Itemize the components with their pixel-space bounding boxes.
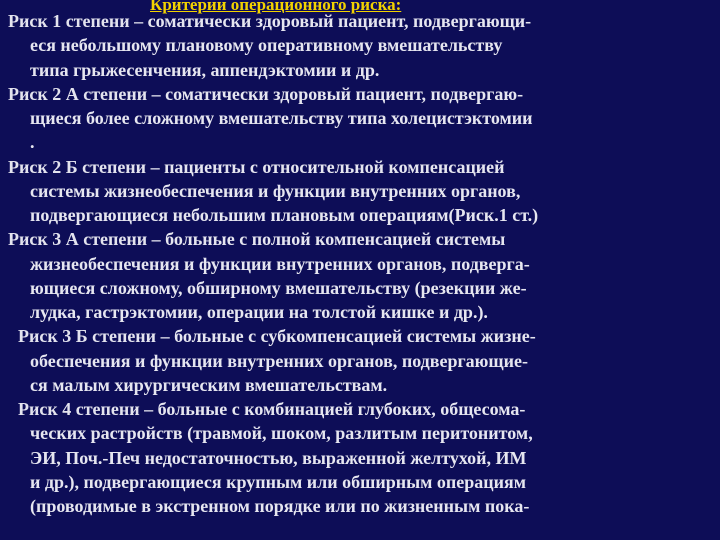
- slide-title: Критерии операционного риска:: [150, 0, 402, 14]
- entry-first-line: [0, 82, 720, 106]
- risk-text: подвергающиеся небольшим плановым операциям(Риск.1 ст.): [30, 205, 539, 225]
- entry-first-line: [0, 9, 720, 33]
- risk-text: ющиеся сложному, обширному вмешательству (резекции же-: [30, 277, 527, 298]
- risk-list: [0, 9, 720, 518]
- risk-text: – больные с полной компенсацией системы: [147, 229, 506, 250]
- risk-label: Риск 2 Б степени: [8, 156, 147, 177]
- entry-first-line: [0, 227, 720, 251]
- risk-text: – больные с субкомпенсацией системы жизне-: [156, 326, 536, 347]
- risk-text: ся малым хирургическим вмешательствам.: [30, 374, 388, 395]
- risk-text: щиеся более сложному вмешательству типа холецистэктомии: [30, 108, 533, 128]
- risk-text: ЭИ, Поч.-Печ недостаточностью, выраженной желтухой, ИМ: [30, 447, 527, 468]
- risk-entry-4: [0, 397, 720, 518]
- risk-entry-2b: [0, 155, 720, 228]
- risk-text: типа грыжесенчения, аппендэктомии и др.: [30, 59, 380, 80]
- risk-text: системы жизнеобеспечения и функции внутренних органов,: [30, 180, 521, 201]
- risk-label: Риск 1 степени: [8, 11, 130, 31]
- risk-label: Риск 3 Б степени: [18, 326, 157, 347]
- risk-text: .: [30, 132, 35, 153]
- risk-text: и др.), подвергающиеся крупным или обширным операциям: [30, 471, 527, 492]
- risk-text: еся небольшому плановому оперативному вмешательству: [30, 35, 503, 56]
- entry-first-line: [0, 397, 720, 421]
- entry-first-line: [0, 324, 720, 348]
- risk-text: лудка, гастрэктомии, операции на толстой кишке и др.).: [30, 302, 488, 322]
- risk-entry-2a: [0, 82, 720, 155]
- risk-label: Риск 4 степени: [18, 399, 140, 419]
- risk-label: Риск 3 А степени: [8, 229, 148, 250]
- risk-entry-3b: [0, 324, 720, 397]
- risk-text: обеспечения и функции внутренних органов, подвергающие-: [30, 350, 528, 371]
- entry-first-line: [0, 155, 720, 179]
- risk-text: ческих растройств (травмой, шоком, разлитым перитонитом,: [30, 423, 533, 444]
- risk-text: – пациенты с относительной компенсацией: [146, 156, 505, 177]
- risk-text: – соматически здоровый пациент, подвергаю-: [147, 83, 524, 104]
- risk-label: Риск 2 А степени: [8, 83, 148, 104]
- risk-entry-3a: [0, 227, 720, 324]
- risk-text: – больные с комбинацией глубоких, общесома-: [139, 399, 526, 419]
- risk-entry-1: [0, 9, 720, 82]
- risk-text: (проводимые в экстренном порядке или по жизненным пока-: [30, 496, 530, 516]
- risk-text: – соматически здоровый пациент, подвергающи-: [129, 11, 532, 31]
- risk-text: жизнеобеспечения и функции внутренних органов, подверга-: [30, 253, 530, 274]
